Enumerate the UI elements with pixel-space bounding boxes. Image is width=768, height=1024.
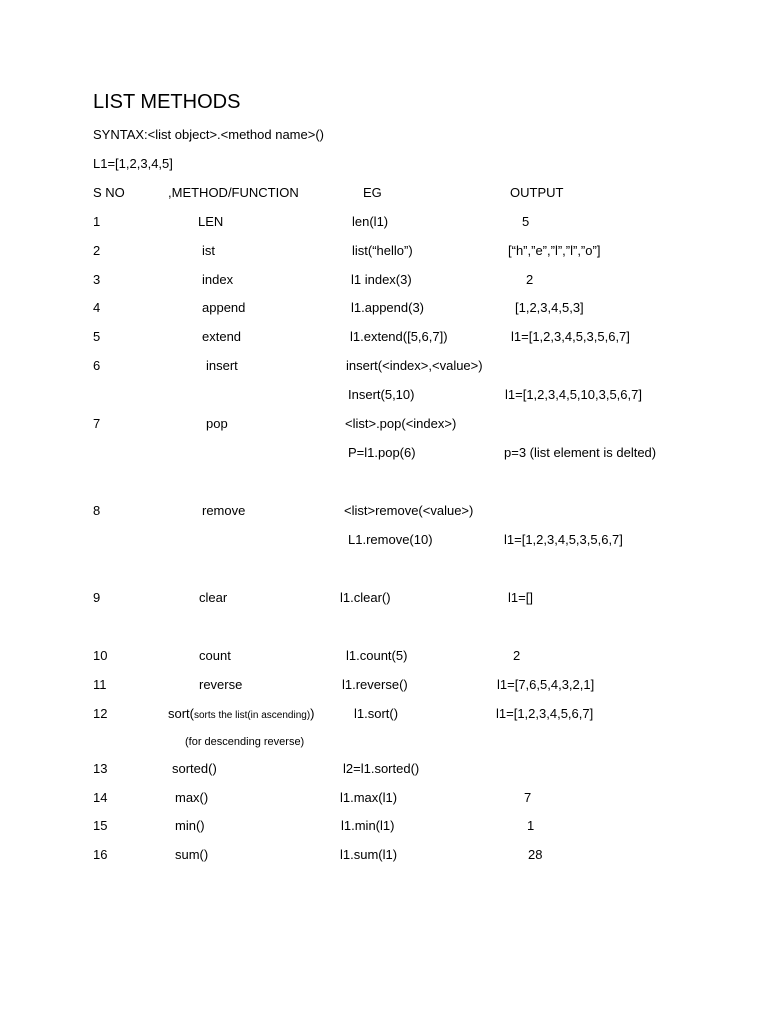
row-7-output: p=3 (list element is delted) bbox=[504, 445, 657, 460]
row-15-sno: 15 bbox=[93, 818, 108, 833]
row-12-method-name: sort( bbox=[168, 706, 194, 721]
row-9-method: clear bbox=[199, 590, 228, 605]
row-3-method: index bbox=[202, 272, 234, 287]
row-7-method: pop bbox=[206, 416, 228, 431]
row-5-output: l1=[1,2,3,4,5,3,5,6,7] bbox=[511, 329, 630, 344]
row-10-eg: l1.count(5) bbox=[346, 648, 408, 663]
header-eg: EG bbox=[363, 185, 382, 200]
row-3-eg: l1 index(3) bbox=[351, 272, 412, 287]
row-8-output: l1=[1,2,3,4,5,3,5,6,7] bbox=[504, 532, 623, 547]
row-1-output: 5 bbox=[522, 214, 530, 229]
row-4-sno: 4 bbox=[93, 300, 101, 315]
row-14-eg: l1.max(l1) bbox=[340, 790, 398, 805]
row-16-sno: 16 bbox=[93, 847, 108, 862]
row-5-method: extend bbox=[202, 329, 242, 344]
row-6-sno: 6 bbox=[93, 358, 101, 373]
row-6-output: l1=[1,2,3,4,5,10,3,5,6,7] bbox=[505, 387, 642, 402]
row-3-sno: 3 bbox=[93, 272, 101, 287]
row-5-eg: l1.extend([5,6,7]) bbox=[350, 329, 448, 344]
row-13-sno: 13 bbox=[93, 761, 108, 776]
row-15-eg: l1.min(l1) bbox=[341, 818, 395, 833]
row-4-output: [1,2,3,4,5,3] bbox=[515, 300, 584, 315]
row-6-method: insert bbox=[206, 358, 238, 373]
row-15-output: 1 bbox=[527, 818, 535, 833]
row-9-sno: 9 bbox=[93, 590, 101, 605]
row-2-sno: 2 bbox=[93, 243, 101, 258]
row-9-output: l1=[] bbox=[508, 590, 533, 605]
row-4-method: append bbox=[202, 300, 246, 315]
page-title: LIST METHODS bbox=[93, 91, 241, 113]
row-14-sno: 14 bbox=[93, 790, 108, 805]
row-11-sno: 11 bbox=[93, 677, 107, 692]
row-4-eg: l1.append(3) bbox=[351, 300, 424, 315]
row-13-eg: l2=l1.sorted() bbox=[343, 761, 420, 776]
row-12-method bbox=[168, 706, 315, 724]
row-7-sno: 7 bbox=[93, 416, 101, 431]
row-12-eg: l1.sort() bbox=[354, 706, 399, 721]
row-10-output: 2 bbox=[513, 648, 521, 663]
row-11-output: l1=[7,6,5,4,3,2,1] bbox=[497, 677, 595, 692]
row-3-output: 2 bbox=[526, 272, 534, 287]
header-output: OUTPUT bbox=[510, 185, 564, 200]
syntax-line: SYNTAX:<list object>.<method name>() bbox=[93, 127, 324, 142]
row-2-method: ist bbox=[202, 243, 215, 258]
row-2-eg: list(“hello”) bbox=[352, 243, 413, 258]
row-11-method: reverse bbox=[199, 677, 243, 692]
header-sno: S NO bbox=[93, 185, 125, 200]
row-12-method-note: sorts the list(in ascending) bbox=[194, 710, 311, 721]
row-12-sno: 12 bbox=[93, 706, 108, 721]
header-method: ,METHOD/FUNCTION bbox=[168, 185, 299, 200]
row-2-output: [“h”,”e”,”l”,”l”,”o”] bbox=[508, 243, 601, 258]
row-16-output: 28 bbox=[528, 847, 543, 862]
row-8-eg: <list>remove(<value>) bbox=[344, 503, 474, 518]
row-16-method: sum() bbox=[175, 847, 209, 862]
row-7-eg-example: P=l1.pop(6) bbox=[348, 445, 416, 460]
row-10-method: count bbox=[199, 648, 231, 663]
row-14-output: 7 bbox=[524, 790, 532, 805]
row-9-eg: l1.clear() bbox=[340, 590, 391, 605]
row-8-eg-example: L1.remove(10) bbox=[348, 532, 433, 547]
row-6-eg: insert(<index>,<value>) bbox=[346, 358, 483, 373]
row-12-output: l1=[1,2,3,4,5,6,7] bbox=[496, 706, 594, 721]
row-11-eg: l1.reverse() bbox=[342, 677, 408, 692]
row-1-method: LEN bbox=[198, 214, 224, 229]
row-1-eg: len(l1) bbox=[352, 214, 389, 229]
row-8-method: remove bbox=[202, 503, 246, 518]
row-6-eg-example: Insert(5,10) bbox=[348, 387, 415, 402]
row-5-sno: 5 bbox=[93, 329, 101, 344]
row-7-eg: <list>.pop(<index>) bbox=[345, 416, 457, 431]
row-10-sno: 10 bbox=[93, 648, 108, 663]
row-8-sno: 8 bbox=[93, 503, 101, 518]
row-12-method-close: ) bbox=[310, 706, 315, 721]
row-1-sno: 1 bbox=[93, 214, 101, 229]
row-14-method: max() bbox=[175, 790, 209, 805]
row-16-eg: l1.sum(l1) bbox=[340, 847, 398, 862]
example-list-line: L1=[1,2,3,4,5] bbox=[93, 156, 173, 171]
row-15-method: min() bbox=[175, 818, 205, 833]
row-12-descending-note: (for descending reverse) bbox=[185, 736, 305, 748]
row-13-method: sorted() bbox=[172, 761, 217, 776]
